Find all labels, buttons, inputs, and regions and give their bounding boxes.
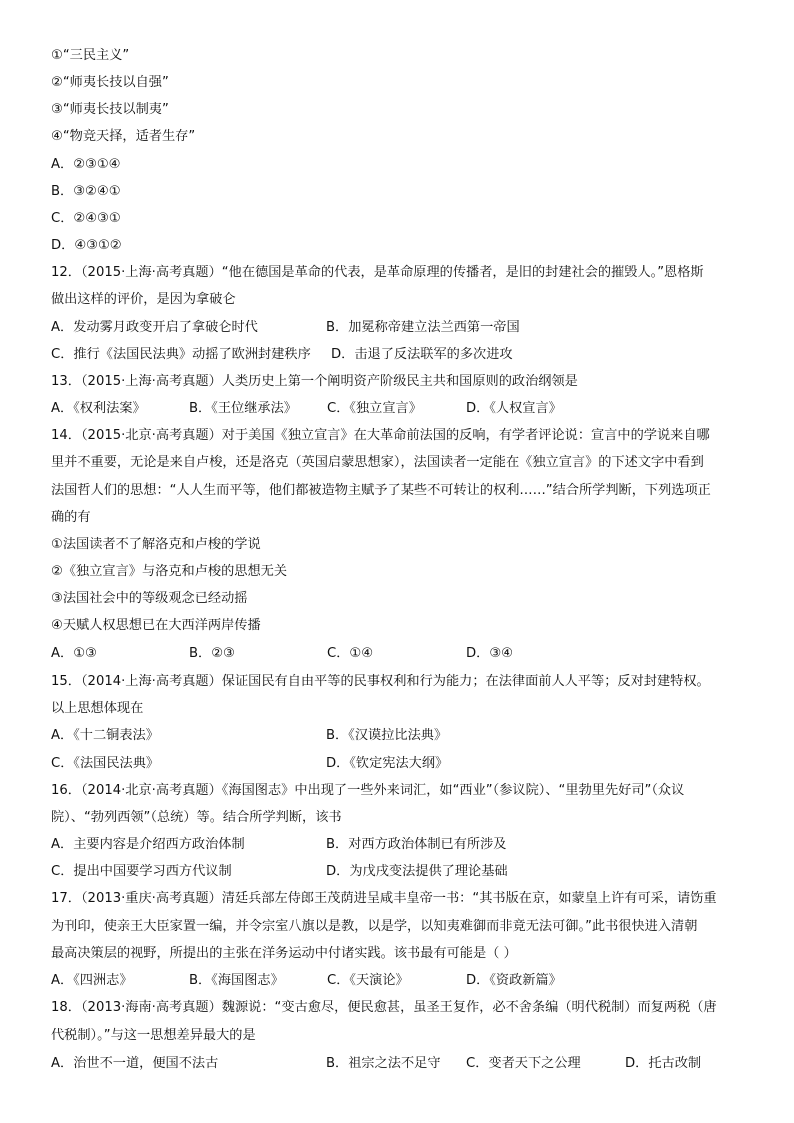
q13-option-d: D．《人权宣言》: [466, 401, 562, 416]
q12-option-d: D．击退了反法联军的多次进攻: [331, 347, 513, 362]
q17-option-d: D．《资政新篇》: [466, 973, 562, 988]
question-17-text: 17．（2013·重庆·高考真题）清廷兵部左侍郎王茂荫进呈咸丰皇帝一书：“其书版在京，如蒙皇上许有可采，请饬重: [51, 891, 717, 906]
statement-3: ③“师夷长技以制夷”: [51, 102, 169, 117]
question-18-text: 18．（2013·海南·高考真题）魏源说：“变古愈尽，便民愈甚，虽圣王复作，必不舍条编（明代税制）而复两税（唐: [51, 1000, 717, 1015]
question-14-text: 里并不重要，无论是来自卢梭，还是洛克（英国启蒙思想家），法国读者一定能在《独立宣言》的下述文字中看到: [51, 455, 704, 470]
statement-4: ④“物竞天择，适者生存”: [51, 129, 196, 144]
question-13-text: 13．（2015·上海·高考真题）人类历史上第一个阐明资产阶级民主共和国原则的政治纲领是: [51, 374, 578, 389]
option-d: D．④③①②: [51, 238, 122, 253]
q12-option-b: B．加冕称帝建立法兰西第一帝国: [326, 320, 520, 335]
q16-option-b: B．对西方政治体制已有所涉及: [326, 837, 507, 852]
question-16-text: 院）、“勃列西领”（总统）等。结合所学判断，该书: [51, 810, 342, 825]
q13-option-b: B．《王位继承法》: [189, 401, 297, 416]
q17-option-c: C．《天演论》: [327, 973, 409, 988]
question-14-text: 法国哲人们的思想：“人人生而平等，他们都被造物主赋予了某些不可转让的权利……”结合所学判断，下列选项正: [51, 483, 711, 498]
question-17-text: 为刊印，使亲王大臣家置一编，并令宗室八旗以是教，以是学，以知夷难御而非竟无法可御。”此书很快进入清朝: [51, 919, 698, 934]
q12-option-c: C．推行《法国民法典》动摇了欧洲封建秩序: [51, 347, 311, 362]
q16-option-c: C．提出中国要学习西方代议制: [51, 864, 232, 879]
q14-option-a: A．①③: [51, 646, 97, 661]
q18-option-b: B．祖宗之法不足守: [326, 1056, 441, 1071]
q14-statement-3: ③法国社会中的等级观念已经动摇: [51, 591, 248, 606]
question-14-text: 14．（2015·北京·高考真题）对于美国《独立宣言》在大革命前法国的反响，有学者评论说：宣言中的学说来自哪: [51, 428, 710, 443]
question-12-text: 做出这样的评价，是因为拿破仑: [51, 292, 236, 307]
q14-statement-2: ②《独立宣言》与洛克和卢梭的思想无关: [51, 564, 288, 579]
question-15-text: 15．（2014·上海·高考真题）保证国民有自由平等的民事权利和行为能力；在法律面前人人平等；反对封建特权。: [51, 674, 710, 689]
q16-option-d: D．为戊戌变法提供了理论基础: [326, 864, 508, 879]
q15-option-c: C．《法国民法典》: [51, 756, 160, 771]
q15-option-b: B．《汉谟拉比法典》: [326, 728, 448, 743]
q14-statement-1: ①法国读者不了解洛克和卢梭的学说: [51, 537, 261, 552]
question-15-text: 以上思想体现在: [51, 701, 144, 716]
question-14-text: 确的有: [51, 510, 91, 525]
q14-statement-4: ④天赋人权思想已在大西洋两岸传播: [51, 618, 261, 633]
q17-option-b: B．《海国图志》: [189, 973, 284, 988]
q18-option-c: C．变者天下之公理: [466, 1056, 581, 1071]
q14-option-c: C．①④: [327, 646, 374, 661]
q14-option-d: D．③④: [466, 646, 513, 661]
question-12-text: 12．（2015·上海·高考真题）“他在德国是革命的代表，是革命原理的传播者，是旧的封建社会的摧毁人。”恩格斯: [51, 265, 704, 280]
statement-1: ①“三民主义”: [51, 48, 130, 63]
option-b: B．③②④①: [51, 184, 121, 199]
option-c: C．②④③①: [51, 211, 121, 226]
question-17-text: 最高决策层的视野，所提出的主张在洋务运动中付诸实践。该书最有可能是（ ）: [51, 946, 517, 961]
option-a: A．②③①④: [51, 157, 121, 172]
question-16-text: 16．（2014·北京·高考真题）《海国图志》中出现了一些外来词汇，如“西业”（参议院）、“里勃里先好司”（众议: [51, 783, 685, 798]
q13-option-a: A．《权利法案》: [51, 401, 146, 416]
q15-option-d: D．《钦定宪法大纲》: [326, 756, 449, 771]
question-18-text: 代税制）。”与这一思想差异最大的是: [51, 1028, 256, 1043]
q13-option-c: C．《独立宣言》: [327, 401, 422, 416]
q15-option-a: A．《十二铜表法》: [51, 728, 159, 743]
statement-2: ②“师夷长技以自强”: [51, 75, 169, 90]
q14-option-b: B．②③: [189, 646, 235, 661]
q18-option-d: D．托古改制: [625, 1056, 702, 1071]
q18-option-a: A．治世不一道，便国不法古: [51, 1056, 219, 1071]
q17-option-a: A．《四洲志》: [51, 973, 133, 988]
q12-option-a: A．发动雾月政变开启了拿破仑时代: [51, 320, 258, 335]
q16-option-a: A．主要内容是介绍西方政治体制: [51, 837, 245, 852]
